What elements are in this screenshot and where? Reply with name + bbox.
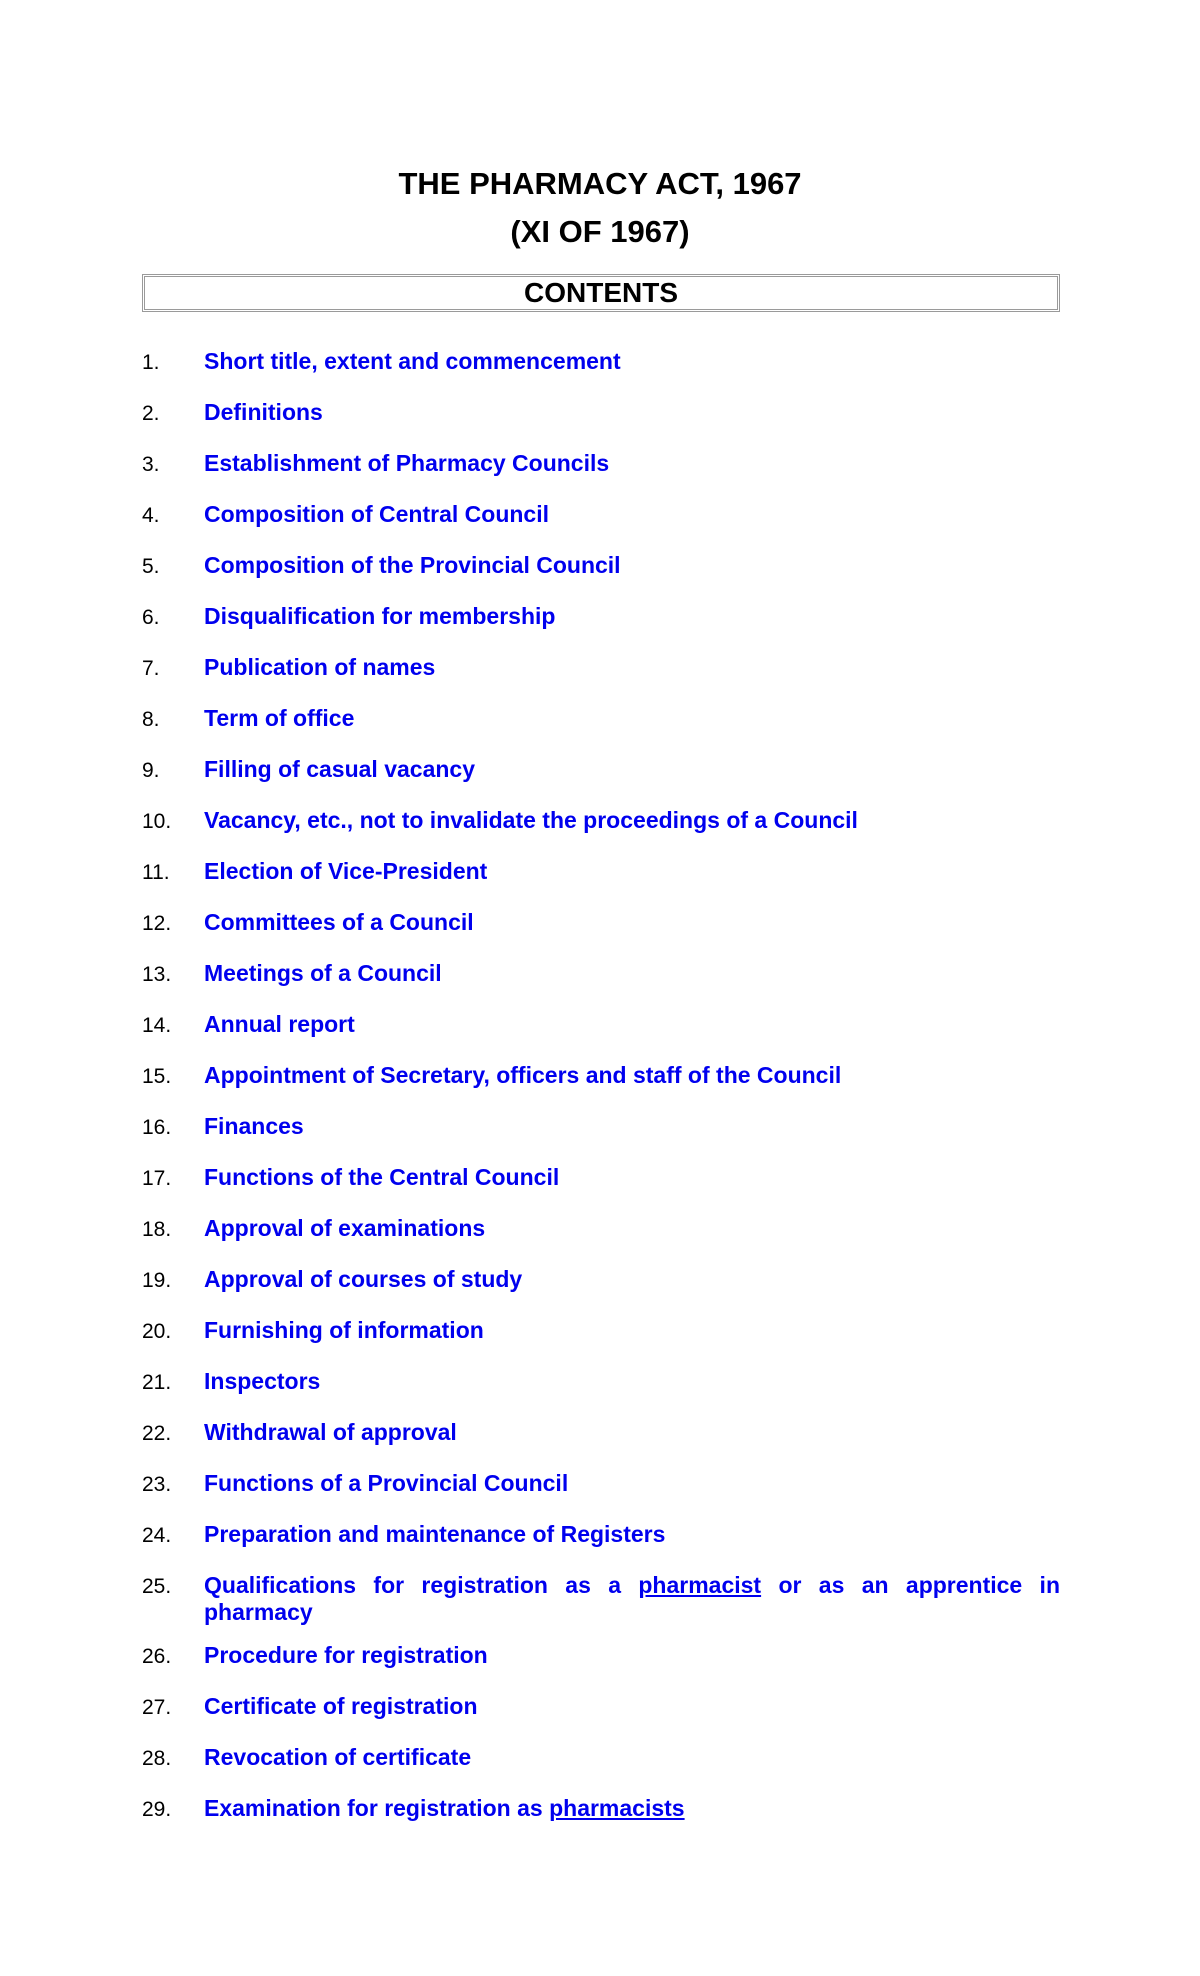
toc-link[interactable]: Election of Vice-President (204, 858, 488, 884)
toc-item-28 (142, 1744, 1060, 1779)
toc-number: 22. (142, 1422, 172, 1445)
toc-item-4 (142, 501, 1060, 536)
toc-number: 28. (142, 1747, 172, 1770)
toc-link[interactable]: Preparation and maintenance of Registers (204, 1521, 666, 1547)
toc-link[interactable]: Committees of a Council (204, 909, 474, 935)
toc-link[interactable]: Establishment of Pharmacy Councils (204, 450, 610, 476)
toc-number: 16. (142, 1116, 172, 1139)
toc-number: 26. (142, 1645, 172, 1668)
toc-item-13 (142, 960, 1060, 995)
toc-item-21 (142, 1368, 1060, 1403)
toc-link[interactable]: Revocation of certificate (204, 1744, 472, 1770)
toc-number: 27. (142, 1696, 172, 1719)
toc-item-11 (142, 858, 1060, 893)
toc-link[interactable]: Withdrawal of approval (204, 1419, 457, 1445)
toc-number: 6. (142, 606, 160, 629)
toc-link[interactable]: Procedure for registration (204, 1642, 488, 1668)
toc-number: 7. (142, 657, 160, 680)
toc-number: 2. (142, 402, 160, 425)
toc-number: 12. (142, 912, 172, 935)
table-of-contents (142, 348, 1060, 1846)
toc-link[interactable]: Annual report (204, 1011, 355, 1037)
toc-item-10 (142, 807, 1060, 842)
toc-number: 14. (142, 1014, 172, 1037)
toc-number: 9. (142, 759, 160, 782)
pharmacists-link[interactable]: pharmacists (549, 1795, 685, 1821)
toc-number: 10. (142, 810, 172, 833)
toc-item-22 (142, 1419, 1060, 1454)
toc-number: 15. (142, 1065, 172, 1088)
toc-link-text: Qualifications for registration as a (204, 1572, 639, 1598)
toc-number: 11. (142, 861, 170, 884)
toc-number: 4. (142, 504, 160, 527)
toc-link[interactable]: Composition of Central Council (204, 501, 549, 527)
toc-item-6 (142, 603, 1060, 638)
toc-link[interactable]: Furnishing of information (204, 1317, 484, 1343)
toc-link[interactable]: Term of office (204, 705, 355, 731)
toc-link[interactable]: Appointment of Secretary, officers and staff of the Council (204, 1062, 842, 1088)
toc-item-25 (142, 1572, 1060, 1626)
toc-link[interactable]: Finances (204, 1113, 304, 1139)
toc-item-20 (142, 1317, 1060, 1352)
toc-link[interactable] (204, 1572, 1060, 1626)
toc-number: 24. (142, 1524, 172, 1547)
toc-link[interactable]: Publication of names (204, 654, 436, 680)
document-subtitle: (XI OF 1967) (510, 214, 690, 249)
toc-link[interactable]: Disqualification for membership (204, 603, 556, 629)
toc-item-5 (142, 552, 1060, 587)
toc-number: 23. (142, 1473, 172, 1496)
toc-item-24 (142, 1521, 1060, 1556)
toc-link[interactable] (204, 1795, 1060, 1822)
toc-link[interactable]: Short title, extent and commencement (204, 348, 621, 374)
toc-number: 18. (142, 1218, 172, 1241)
toc-link[interactable]: Inspectors (204, 1368, 321, 1394)
toc-link[interactable]: Composition of the Provincial Council (204, 552, 621, 578)
toc-link[interactable]: Functions of the Central Council (204, 1164, 560, 1190)
toc-number: 1. (142, 351, 160, 374)
toc-item-26 (142, 1642, 1060, 1677)
toc-number: 19. (142, 1269, 172, 1292)
toc-item-1 (142, 348, 1060, 383)
toc-item-7 (142, 654, 1060, 689)
toc-link[interactable]: Approval of examinations (204, 1215, 486, 1241)
toc-number: 13. (142, 963, 172, 986)
toc-number: 20. (142, 1320, 172, 1343)
toc-link[interactable]: Vacancy, etc., not to invalidate the proceedings of a Council (204, 807, 858, 833)
toc-item-19 (142, 1266, 1060, 1301)
toc-item-17 (142, 1164, 1060, 1199)
toc-number: 8. (142, 708, 160, 731)
toc-item-16 (142, 1113, 1060, 1148)
toc-number: 21. (142, 1371, 172, 1394)
toc-item-23 (142, 1470, 1060, 1505)
toc-item-29 (142, 1795, 1060, 1830)
toc-link[interactable]: Functions of a Provincial Council (204, 1470, 569, 1496)
toc-item-9 (142, 756, 1060, 791)
toc-item-12 (142, 909, 1060, 944)
toc-number: 5. (142, 555, 160, 578)
toc-link[interactable]: Approval of courses of study (204, 1266, 523, 1292)
toc-number: 17. (142, 1167, 172, 1190)
toc-link-text: or as an apprentice in pharmacy (204, 1572, 1060, 1625)
contents-heading: CONTENTS (142, 274, 1060, 312)
toc-item-8 (142, 705, 1060, 740)
toc-link[interactable]: Certificate of registration (204, 1693, 478, 1719)
toc-item-27 (142, 1693, 1060, 1728)
toc-item-15 (142, 1062, 1060, 1097)
toc-link[interactable]: Definitions (204, 399, 323, 425)
toc-item-14 (142, 1011, 1060, 1046)
toc-item-2 (142, 399, 1060, 434)
document-title: THE PHARMACY ACT, 1967 (398, 166, 802, 201)
toc-link[interactable]: Filling of casual vacancy (204, 756, 475, 782)
toc-item-18 (142, 1215, 1060, 1250)
toc-item-3 (142, 450, 1060, 485)
toc-number: 3. (142, 453, 160, 476)
toc-number: 25. (142, 1575, 172, 1598)
toc-link[interactable]: Meetings of a Council (204, 960, 442, 986)
pharmacist-link[interactable]: pharmacist (638, 1572, 762, 1598)
toc-link-text: Examination for registration as (204, 1795, 550, 1821)
toc-number: 29. (142, 1798, 172, 1821)
